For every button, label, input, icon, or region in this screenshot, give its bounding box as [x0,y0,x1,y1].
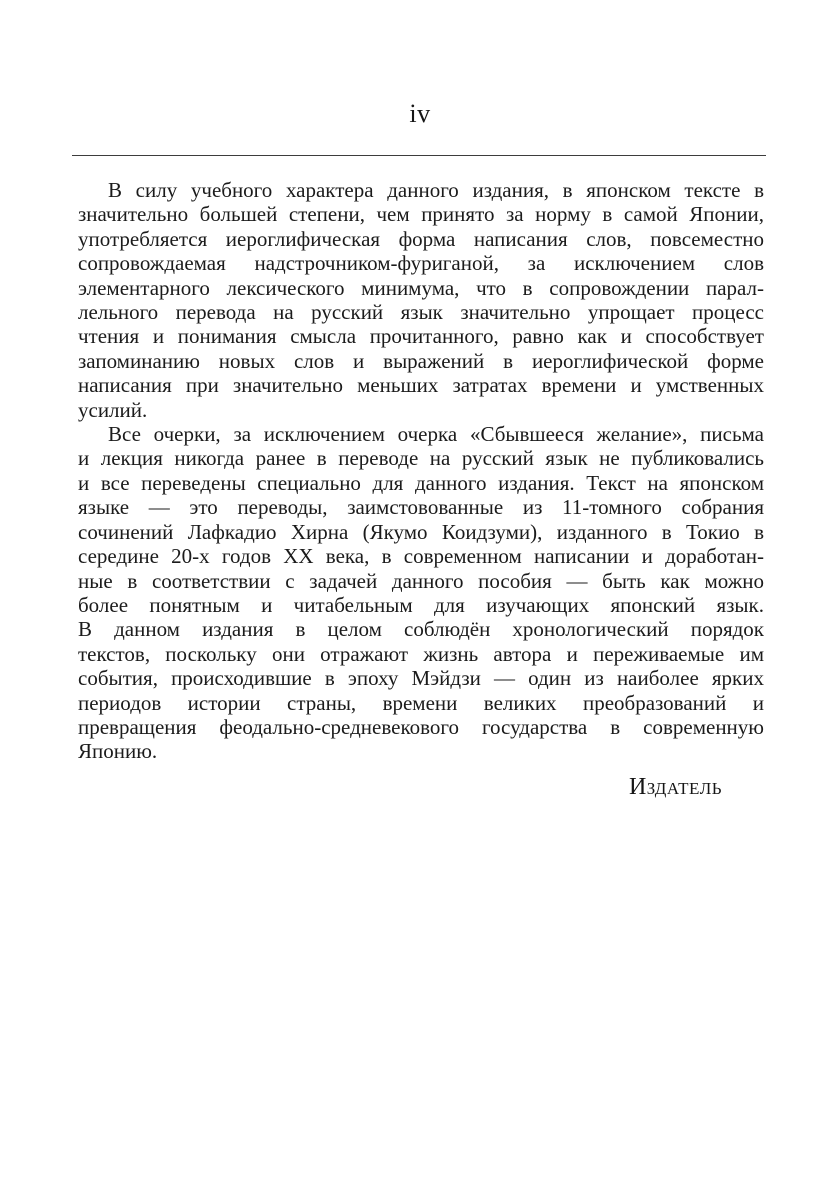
text-line: элементарного лексического минимума, что в сопровождении парал- [78,275,764,300]
text-line: ные в соответствии с задачей данного пособия — быть как можно [78,568,764,593]
text-line: запоминанию новых слов и выражений в иероглифической форме [78,348,764,373]
text-line: события, происходившие в эпоху Мэйдзи — один из наиболее ярких [78,666,764,691]
text-line: сопровождаемая надстрочником-фуриганой, за исключением слов [78,251,764,276]
text-line: лельного перевода на русский язык значительно упрощает процесс [78,300,764,325]
page-number: iv [409,99,431,128]
text-line: середине 20-х годов XX века, в современном написании и доработан- [78,544,764,569]
paragraph [78,422,764,764]
text-line: Японию. [78,739,158,764]
text-line: употребляется иероглифическая форма написания слов, повсеместно [78,226,764,251]
text-line: и лекция никогда ранее в переводе на русский язык не публиковались [78,446,764,471]
text-line: и все переведены специально для данного издания. Текст на японском [78,470,764,495]
text-line: значительно большей степени, чем принято за норму в самой Японии, [78,202,764,227]
paragraph [78,178,764,422]
text-line: усилий. [78,397,148,422]
text-line: сочинений Лафкадио Хирна (Якумо Коидзуми), изданного в Токио в [78,519,764,544]
text-block [78,178,764,764]
text-line: текстов, поскольку они отражают жизнь автора и переживаемые им [78,641,764,666]
text-line: периодов истории страны, времени великих преобразований и [78,690,764,715]
text-line: чтения и понимания смысла прочитанного, равно как и способствует [78,324,764,349]
text-line: языке — это переводы, заимстовованные из 11-томного собрания [78,495,764,520]
text-line: Все очерки, за исключением очерка «Сбывшееся желание», письма [108,422,764,447]
text-line: написания при значительно меньших затратах времени и умственных [78,373,764,398]
text-line: более понятным и читабельным для изучающих японский язык. [78,592,764,617]
text-line: В силу учебного характера данного издания, в японском тексте в [108,178,764,202]
publisher-signature: Издатель [628,774,722,800]
text-line: превращения феодально-средневекового государства в современную [78,714,764,739]
header-rule [72,155,766,156]
text-line: В данном издания в целом соблюдён хронологический порядок [78,617,764,642]
